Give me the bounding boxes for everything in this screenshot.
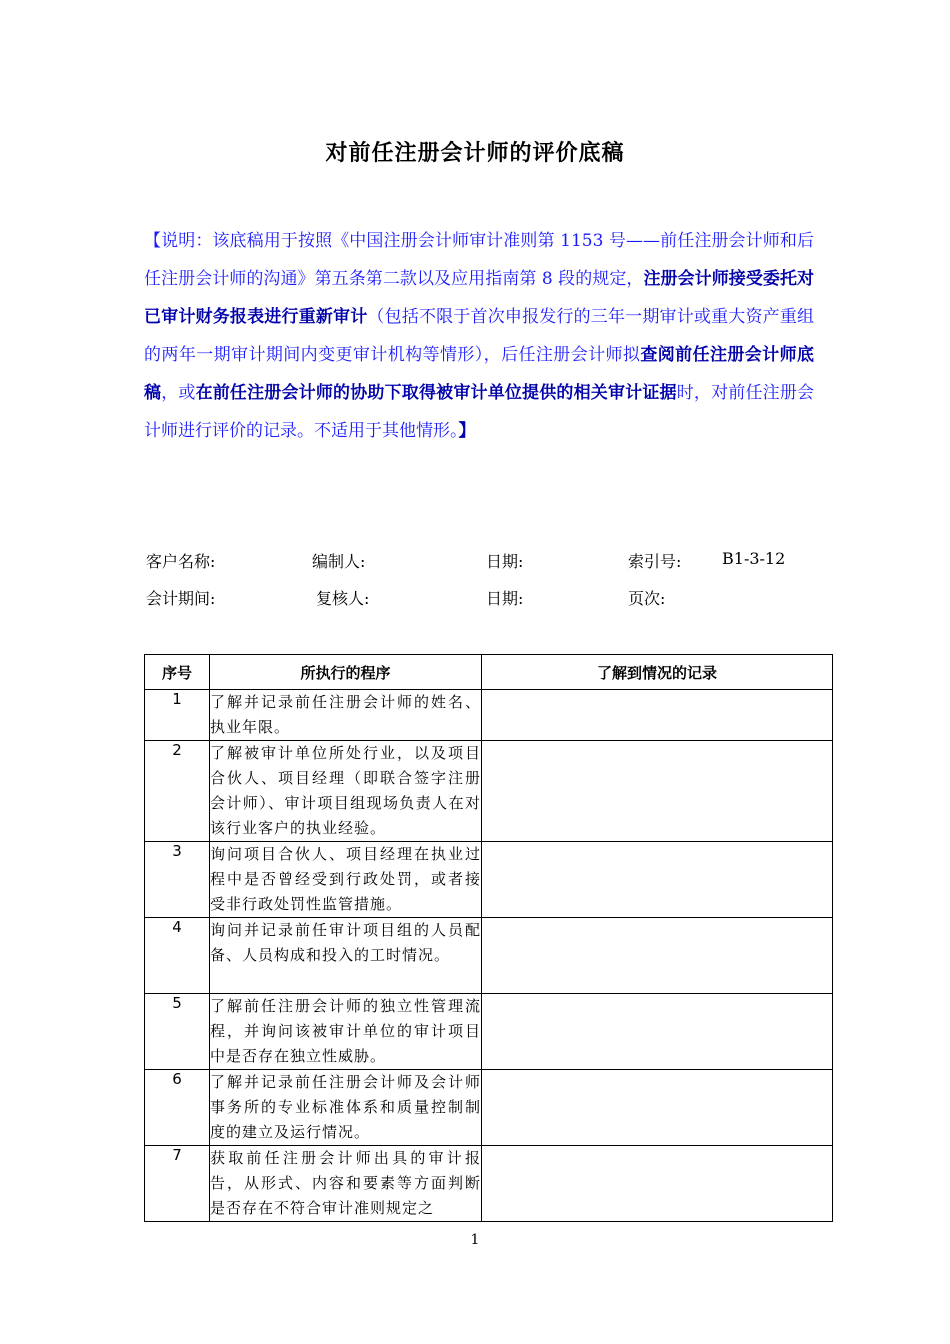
column-header-procedure: 所执行的程序 <box>210 655 482 690</box>
procedure-cell: 询问并记录前任审计项目组的人员配备、人员构成和投入的工时情况。 <box>210 918 482 994</box>
note-text: 时，对前任注册会计师进行评价的记录。不适用于其他情形。 <box>144 383 815 441</box>
note-emphasis: 在前任注册会计师的协助下取得被审计单位提供的相关审计证据 <box>195 383 677 403</box>
note-text: 【说明：该底稿用于按照《中国注册会计师审计准则第 1153 号——前任注册会计师和后任注册会计师的沟通》第五条第二款以及应用指南第 8 段的规定， <box>144 231 814 289</box>
table-row <box>145 690 833 741</box>
record-cell[interactable] <box>482 842 833 918</box>
page-number: 1 <box>470 1232 480 1248</box>
row-number: 4 <box>145 918 210 994</box>
info-row-2 <box>146 586 826 610</box>
client-name-label: 客户名称: <box>146 552 216 571</box>
record-cell[interactable] <box>482 690 833 741</box>
procedure-cell: 了解并记录前任注册会计师的姓名、执业年限。 <box>210 690 482 741</box>
table-row <box>145 1070 833 1146</box>
procedure-table <box>144 654 833 1222</box>
date-label: 日期: <box>486 552 524 571</box>
procedure-cell: 了解并记录前任注册会计师及会计师事务所的专业标准体系和质量控制制度的建立及运行情况。 <box>210 1070 482 1146</box>
record-cell[interactable] <box>482 1146 833 1222</box>
info-row-1 <box>146 549 826 573</box>
note-emphasis: 注册会计师接受委托对已审计财务报表进行重新审计 <box>144 269 815 327</box>
note-emphasis: 查阅前任注册会计师底稿 <box>144 345 814 403</box>
date-label: 日期: <box>486 589 524 608</box>
page-count-label: 页次: <box>628 589 666 608</box>
table-row <box>145 842 833 918</box>
index-label: 索引号: <box>628 552 682 571</box>
reviewer-label: 复核人: <box>316 589 370 608</box>
record-cell[interactable] <box>482 918 833 994</box>
record-cell[interactable] <box>482 1070 833 1146</box>
row-number: 2 <box>145 741 210 842</box>
table-row <box>145 1146 833 1222</box>
row-number: 5 <box>145 994 210 1070</box>
column-header-number: 序号 <box>145 655 210 690</box>
table-row <box>145 918 833 994</box>
row-number: 6 <box>145 1070 210 1146</box>
table-row <box>145 741 833 842</box>
procedure-cell: 了解被审计单位所处行业，以及项目合伙人、项目经理（即联合签字注册会计师）、审计项目组现场负责人在对该行业客户的执业经验。 <box>210 741 482 842</box>
row-number: 3 <box>145 842 210 918</box>
accounting-period-label: 会计期间: <box>146 589 216 608</box>
index-value: B1-3-12 <box>722 549 786 568</box>
note-text: （包括不限于首次申报发行的三年一期审计或重大资产重组的两年一期审计期间内变更审计机构等情形），后任注册会计师拟 <box>144 307 815 365</box>
table-row <box>145 994 833 1070</box>
instruction-note <box>144 222 814 450</box>
record-cell[interactable] <box>482 994 833 1070</box>
row-number: 7 <box>145 1146 210 1222</box>
procedure-cell: 了解前任注册会计师的独立性管理流程，并询问该被审计单位的审计项目中是否存在独立性威胁。 <box>210 994 482 1070</box>
procedure-cell: 询问项目合伙人、项目经理在执业过程中是否曾经受到行政处罚，或者接受非行政处罚性监管措施。 <box>210 842 482 918</box>
table-header-row <box>145 655 833 690</box>
page-title: 对前任注册会计师的评价底稿 <box>325 141 625 166</box>
procedure-cell: 获取前任注册会计师出具的审计报告，从形式、内容和要素等方面判断是否存在不符合审计准则规定之 <box>210 1146 482 1222</box>
note-bracket: 】 <box>458 421 476 441</box>
column-header-record: 了解到情况的记录 <box>482 655 833 690</box>
row-number: 1 <box>145 690 210 741</box>
record-cell[interactable] <box>482 741 833 842</box>
note-text: ，或 <box>161 383 196 403</box>
preparer-label: 编制人: <box>312 552 366 571</box>
